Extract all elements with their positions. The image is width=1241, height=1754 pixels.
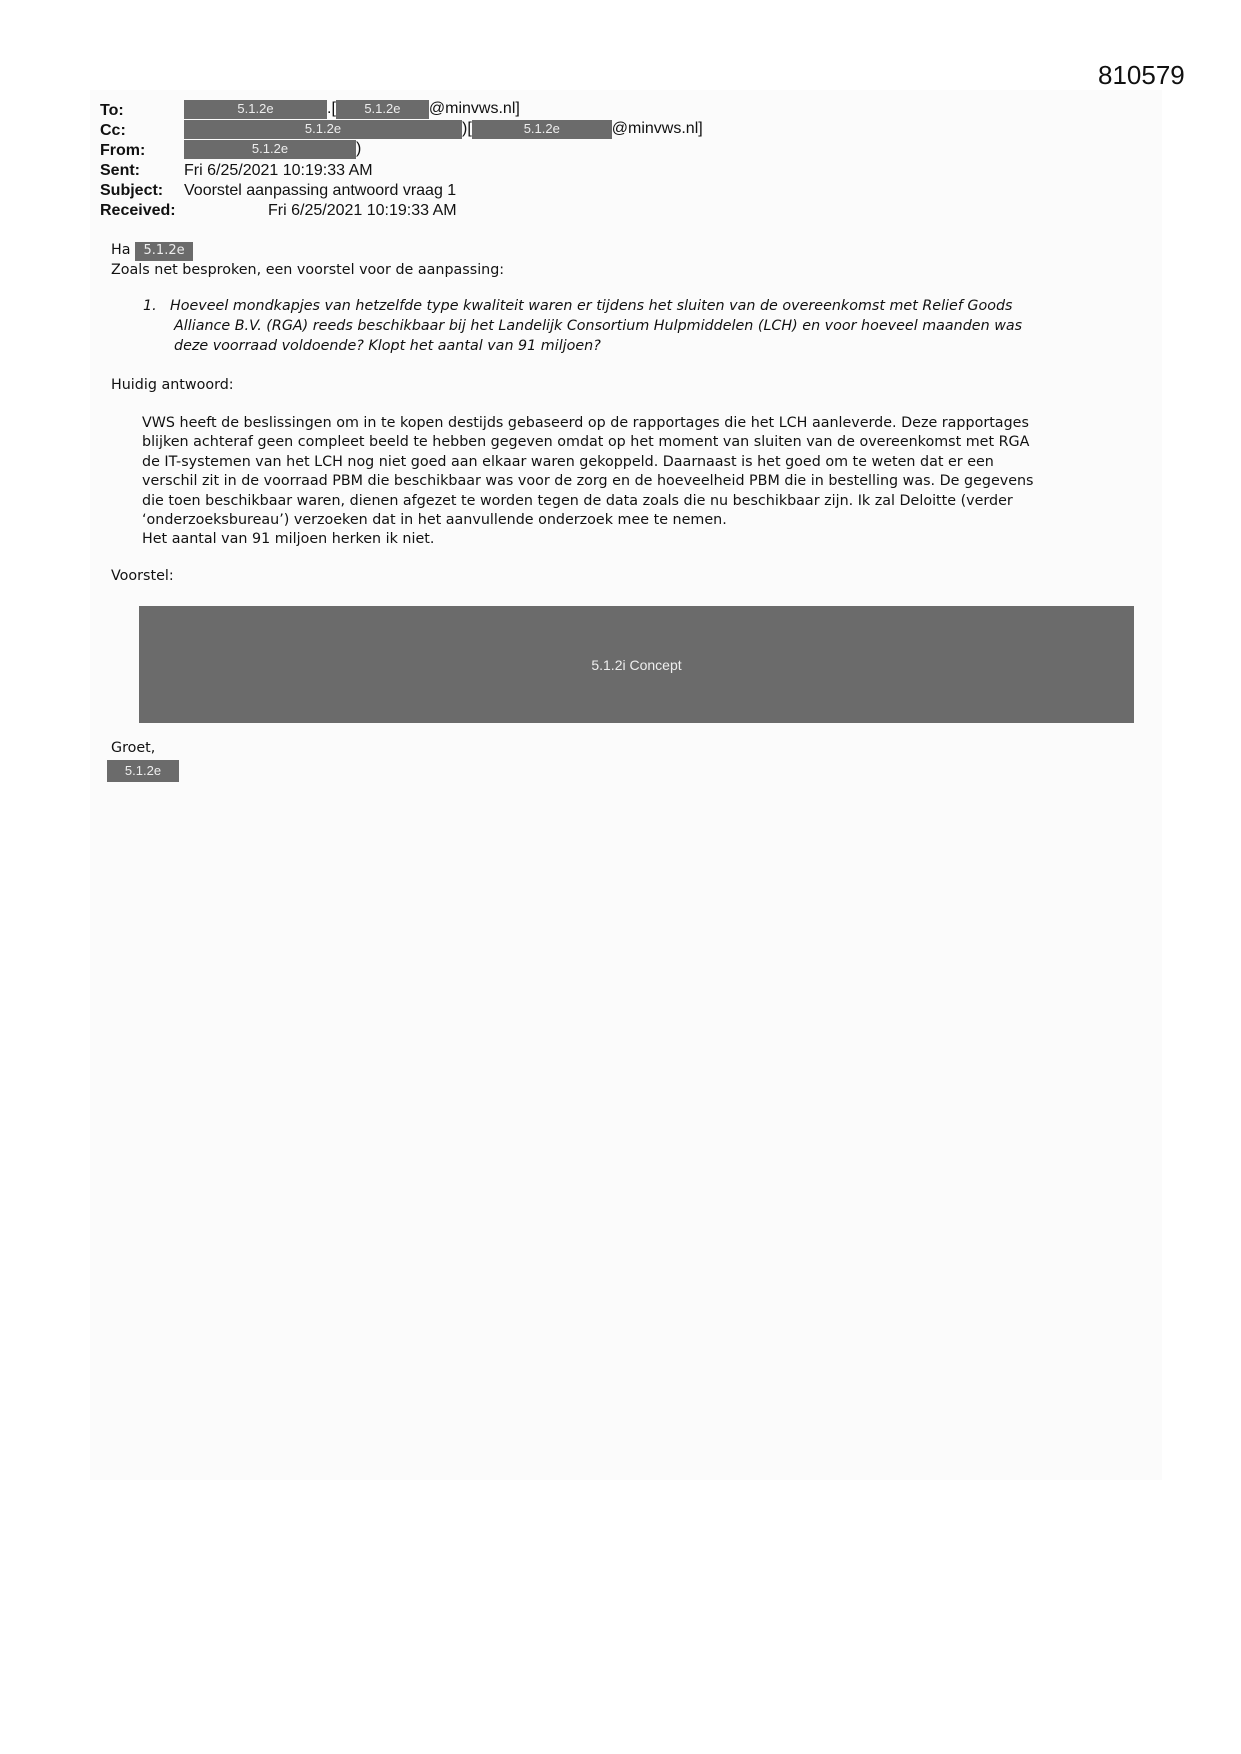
cc-value: [184, 120, 703, 139]
sent-label: Sent:: [100, 162, 140, 179]
question-number: 1.: [143, 298, 157, 314]
answer-line: VWS heeft de beslissingen om in te kopen destijds gebaseerd op de rapportages die het LCH aanleverde. Deze rapportages: [142, 415, 1029, 431]
question-line: Alliance B.V. (RGA) reeds beschikbaar bij het Landelijk Consortium Hulpmiddelen (LCH) en voor hoeveel maanden was: [174, 318, 1023, 334]
cc-domain: @minvws.nl]: [611, 120, 703, 137]
subject-label: Subject:: [100, 182, 164, 199]
question-line: Hoeveel mondkapjes van hetzelfde type kwaliteit waren er tijdens het sluiten van de overeenkomst met Relief Goods: [170, 298, 1013, 314]
separator: .[: [327, 100, 336, 117]
answer-line: Het aantal van 91 miljoen herken ik niet.: [142, 531, 435, 548]
redaction: 5.1.2e: [184, 100, 327, 119]
to-value: [184, 100, 520, 119]
greeting-text: Ha: [111, 242, 131, 258]
answer-line: de IT-systemen van het LCH nog niet goed aan elkaar waren gekoppeld. Daarnaast is het goed om te weten dat er een: [142, 453, 994, 470]
current-answer-label: Huidig antwoord:: [111, 377, 234, 393]
proposal-label: Voorstel:: [111, 568, 174, 584]
closing: Groet,: [111, 740, 156, 756]
answer-line: ‘onderzoeksbureau’) verzoeken dat in het aanvullende onderzoek mee te nemen.: [142, 512, 727, 529]
answer-line: verschil zit in de voorraad PBM die beschikbaar was voor de zorg en de hoeveelheid PBM die in bestelling was. De gegevens: [142, 473, 1034, 490]
redaction: 5.1.2e: [472, 120, 612, 139]
document-number: 810579: [1098, 60, 1185, 90]
to-domain: @minvws.nl]: [428, 100, 520, 117]
received-label: Received:: [100, 202, 176, 219]
redaction: 5.1.2e: [184, 120, 462, 139]
answer-line: die toen beschikbaar waren, dienen afgezet te worden tegen de data zoals die nu beschikbaar zijn. Ik zal Deloitte (verder: [142, 492, 1013, 509]
separator: )[: [462, 120, 472, 137]
from-label: From:: [100, 142, 146, 159]
proposal-redaction: 5.1.2i Concept: [139, 606, 1134, 723]
subject-value: Voorstel aanpassing antwoord vraag 1: [184, 182, 457, 199]
redaction: 5.1.2e: [336, 100, 429, 119]
current-answer: [142, 414, 1142, 550]
received-value: Fri 6/25/2021 10:19:33 AM: [268, 202, 457, 219]
intro-text: Zoals net besproken, een voorstel voor de aanpassing:: [111, 262, 505, 278]
separator: ): [356, 140, 362, 157]
answer-line: blijken achteraf geen compleet beeld te hebben gegeven omdat op het moment van sluiten van de overeenkomst met RGA: [142, 434, 1030, 451]
redaction: 5.1.2e: [184, 140, 356, 159]
redaction: 5.1.2e: [135, 242, 193, 261]
from-value: [184, 140, 361, 159]
sent-value: Fri 6/25/2021 10:19:33 AM: [184, 162, 373, 179]
signature-redaction: 5.1.2e: [107, 760, 179, 782]
cc-label: Cc:: [100, 122, 126, 139]
question-line: deze voorraad voldoende? Klopt het aantal van 91 miljoen?: [174, 338, 601, 354]
to-label: To:: [100, 102, 124, 119]
greeting: [111, 242, 193, 261]
